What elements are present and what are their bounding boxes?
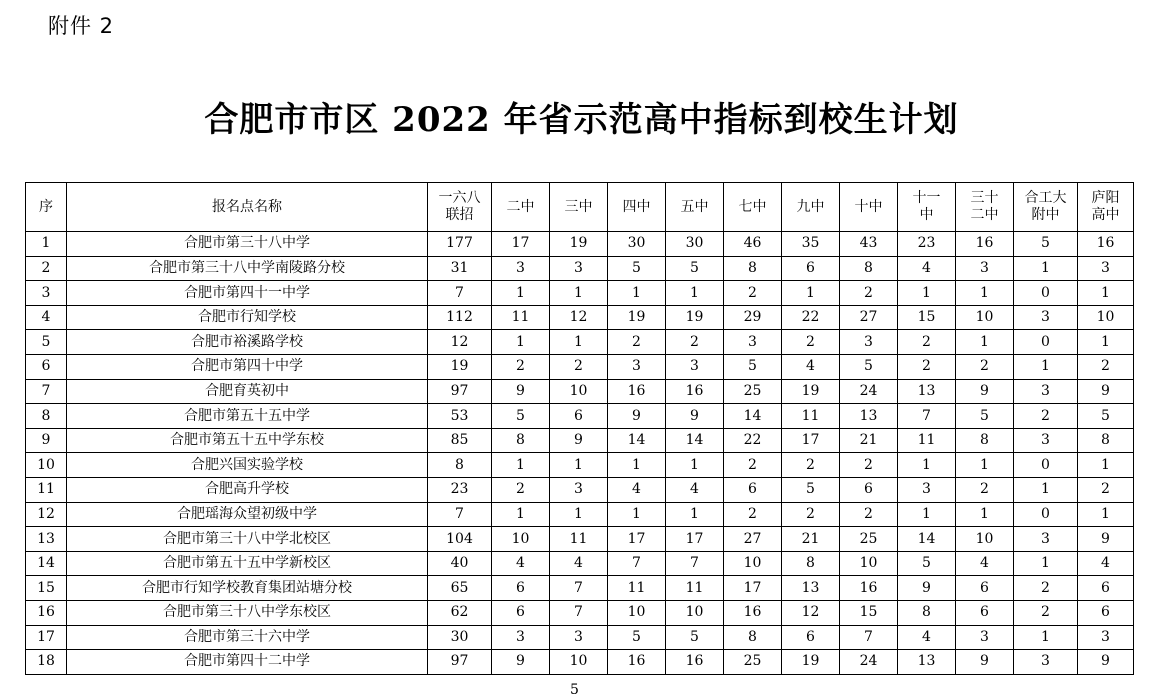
quota-cell: 5 [840, 354, 898, 379]
quota-cell: 6 [782, 625, 840, 650]
quota-cell: 3 [956, 256, 1014, 281]
quota-cell: 19 [782, 650, 840, 675]
row-index-cell: 10 [26, 453, 67, 478]
quota-cell: 10 [550, 650, 608, 675]
header-row [26, 183, 1134, 232]
quota-cell: 46 [724, 232, 782, 257]
quota-cell: 3 [724, 330, 782, 355]
table-row [26, 551, 1134, 576]
school-name-cell: 合肥育英初中 [67, 379, 428, 404]
quota-cell: 2 [1014, 576, 1078, 601]
table-row [26, 527, 1134, 552]
quota-cell: 1 [1014, 551, 1078, 576]
attachment-label: 附件 2 [48, 14, 115, 38]
table-row [26, 502, 1134, 527]
quota-cell: 8 [1078, 428, 1134, 453]
quota-cell: 3 [492, 256, 550, 281]
quota-cell: 1 [1014, 477, 1078, 502]
quota-cell: 16 [608, 650, 666, 675]
quota-cell: 1 [550, 453, 608, 478]
row-index-cell: 7 [26, 379, 67, 404]
quota-cell: 16 [956, 232, 1014, 257]
quota-cell: 6 [1078, 600, 1134, 625]
quota-cell: 5 [898, 551, 956, 576]
table-row [26, 232, 1134, 257]
quota-cell: 8 [782, 551, 840, 576]
quota-cell: 2 [724, 281, 782, 306]
quota-cell: 16 [840, 576, 898, 601]
quota-cell: 9 [550, 428, 608, 453]
school-name-cell: 合肥市第四十一中学 [67, 281, 428, 306]
table-row [26, 330, 1134, 355]
quota-cell: 10 [956, 305, 1014, 330]
quota-cell: 8 [840, 256, 898, 281]
quota-cell: 2 [956, 354, 1014, 379]
school-name-cell: 合肥高升学校 [67, 477, 428, 502]
quota-cell: 0 [1014, 502, 1078, 527]
quota-table [25, 182, 1134, 675]
row-index-cell: 14 [26, 551, 67, 576]
quota-cell: 40 [428, 551, 492, 576]
school-name-cell: 合肥市第三十八中学 [67, 232, 428, 257]
school-name-cell: 合肥市第五十五中学新校区 [67, 551, 428, 576]
table-row [26, 256, 1134, 281]
school-name-cell: 合肥市第三十六中学 [67, 625, 428, 650]
quota-cell: 1 [492, 453, 550, 478]
quota-cell: 3 [666, 354, 724, 379]
quota-cell: 6 [724, 477, 782, 502]
quota-cell: 19 [550, 232, 608, 257]
header-no2: 二中 [492, 183, 550, 232]
quota-cell: 1 [1014, 354, 1078, 379]
quota-cell: 7 [898, 404, 956, 429]
row-index-cell: 3 [26, 281, 67, 306]
quota-cell: 25 [724, 379, 782, 404]
row-index-cell: 4 [26, 305, 67, 330]
quota-cell: 25 [840, 527, 898, 552]
quota-cell: 97 [428, 379, 492, 404]
quota-cell: 1 [898, 281, 956, 306]
quota-cell: 12 [550, 305, 608, 330]
quota-cell: 31 [428, 256, 492, 281]
row-index-cell: 12 [26, 502, 67, 527]
quota-cell: 16 [666, 650, 724, 675]
quota-cell: 3 [608, 354, 666, 379]
quota-cell: 1 [550, 502, 608, 527]
quota-cell: 1 [898, 453, 956, 478]
row-index-cell: 17 [26, 625, 67, 650]
quota-cell: 10 [956, 527, 1014, 552]
quota-cell: 12 [782, 600, 840, 625]
quota-cell: 2 [1078, 477, 1134, 502]
school-name-cell: 合肥市第三十八中学北校区 [67, 527, 428, 552]
quota-cell: 11 [608, 576, 666, 601]
quota-cell: 23 [428, 477, 492, 502]
quota-cell: 14 [666, 428, 724, 453]
quota-cell: 25 [724, 650, 782, 675]
quota-cell: 5 [724, 354, 782, 379]
quota-cell: 2 [608, 330, 666, 355]
quota-cell: 5 [608, 625, 666, 650]
quota-cell: 1 [956, 281, 1014, 306]
quota-cell: 1 [492, 330, 550, 355]
quota-cell: 104 [428, 527, 492, 552]
quota-cell: 3 [1014, 379, 1078, 404]
quota-cell: 65 [428, 576, 492, 601]
quota-cell: 3 [1014, 650, 1078, 675]
table-header [26, 183, 1134, 232]
row-index-cell: 5 [26, 330, 67, 355]
quota-cell: 19 [608, 305, 666, 330]
quota-cell: 3 [492, 625, 550, 650]
table-row [26, 477, 1134, 502]
header-hfut-affiliated: 合工大 附中 [1014, 183, 1078, 232]
table-row [26, 600, 1134, 625]
school-name-cell: 合肥瑶海众望初级中学 [67, 502, 428, 527]
quota-cell: 10 [550, 379, 608, 404]
quota-cell: 2 [782, 330, 840, 355]
quota-cell: 4 [782, 354, 840, 379]
table-row [26, 354, 1134, 379]
quota-cell: 3 [550, 625, 608, 650]
quota-cell: 4 [898, 256, 956, 281]
quota-cell: 10 [840, 551, 898, 576]
table-row [26, 625, 1134, 650]
quota-cell: 16 [666, 379, 724, 404]
quota-cell: 5 [666, 625, 724, 650]
quota-cell: 1 [666, 502, 724, 527]
quota-cell: 1 [782, 281, 840, 306]
quota-cell: 7 [608, 551, 666, 576]
table-row [26, 404, 1134, 429]
quota-cell: 1 [898, 502, 956, 527]
quota-cell: 1 [608, 453, 666, 478]
quota-cell: 24 [840, 379, 898, 404]
quota-cell: 8 [724, 625, 782, 650]
quota-cell: 9 [956, 650, 1014, 675]
quota-cell: 19 [666, 305, 724, 330]
table-row [26, 576, 1134, 601]
quota-cell: 7 [550, 576, 608, 601]
quota-cell: 6 [1078, 576, 1134, 601]
quota-cell: 11 [492, 305, 550, 330]
quota-cell: 6 [782, 256, 840, 281]
quota-cell: 2 [724, 502, 782, 527]
quota-cell: 10 [608, 600, 666, 625]
quota-cell: 10 [1078, 305, 1134, 330]
header-index: 序 [26, 183, 67, 232]
quota-cell: 11 [666, 576, 724, 601]
quota-cell: 2 [840, 453, 898, 478]
quota-cell: 1 [666, 281, 724, 306]
quota-cell: 9 [492, 379, 550, 404]
quota-cell: 17 [608, 527, 666, 552]
quota-cell: 3 [1014, 305, 1078, 330]
school-name-cell: 合肥市第三十八中学东校区 [67, 600, 428, 625]
quota-cell: 24 [840, 650, 898, 675]
quota-cell: 4 [666, 477, 724, 502]
quota-cell: 1 [1078, 330, 1134, 355]
quota-cell: 11 [550, 527, 608, 552]
school-name-cell: 合肥市第四十中学 [67, 354, 428, 379]
quota-cell: 10 [724, 551, 782, 576]
quota-cell: 1 [1078, 453, 1134, 478]
table-body [26, 232, 1134, 675]
row-index-cell: 6 [26, 354, 67, 379]
quota-cell: 6 [956, 600, 1014, 625]
quota-cell: 1 [956, 453, 1014, 478]
quota-cell: 1 [1078, 502, 1134, 527]
quota-cell: 27 [840, 305, 898, 330]
quota-cell: 12 [428, 330, 492, 355]
header-no5: 五中 [666, 183, 724, 232]
quota-cell: 4 [608, 477, 666, 502]
quota-cell: 4 [1078, 551, 1134, 576]
school-name-cell: 合肥兴国实验学校 [67, 453, 428, 478]
header-luyang: 庐阳 高中 [1078, 183, 1134, 232]
quota-cell: 3 [956, 625, 1014, 650]
quota-cell: 3 [898, 477, 956, 502]
quota-cell: 9 [1078, 650, 1134, 675]
quota-cell: 17 [724, 576, 782, 601]
quota-cell: 3 [1078, 625, 1134, 650]
quota-cell: 13 [782, 576, 840, 601]
quota-cell: 15 [840, 600, 898, 625]
quota-cell: 7 [428, 502, 492, 527]
quota-cell: 9 [1078, 379, 1134, 404]
quota-cell: 0 [1014, 330, 1078, 355]
quota-cell: 1 [666, 453, 724, 478]
header-168-joint: 一六八 联招 [428, 183, 492, 232]
table-row [26, 428, 1134, 453]
quota-cell: 14 [898, 527, 956, 552]
quota-cell: 1 [1014, 625, 1078, 650]
quota-cell: 13 [840, 404, 898, 429]
quota-cell: 30 [608, 232, 666, 257]
quota-cell: 2 [724, 453, 782, 478]
quota-cell: 2 [1014, 404, 1078, 429]
row-index-cell: 9 [26, 428, 67, 453]
quota-cell: 1 [956, 502, 1014, 527]
quota-cell: 6 [492, 576, 550, 601]
header-no3: 三中 [550, 183, 608, 232]
quota-cell: 3 [1014, 527, 1078, 552]
quota-cell: 30 [666, 232, 724, 257]
quota-cell: 5 [666, 256, 724, 281]
quota-cell: 9 [492, 650, 550, 675]
quota-cell: 4 [550, 551, 608, 576]
quota-cell: 21 [782, 527, 840, 552]
quota-cell: 2 [492, 354, 550, 379]
quota-cell: 1 [550, 330, 608, 355]
quota-cell: 11 [782, 404, 840, 429]
quota-cell: 1 [1014, 256, 1078, 281]
quota-cell: 2 [782, 502, 840, 527]
school-name-cell: 合肥市第五十五中学东校 [67, 428, 428, 453]
quota-cell: 4 [492, 551, 550, 576]
quota-cell: 1 [550, 281, 608, 306]
quota-cell: 30 [428, 625, 492, 650]
quota-cell: 13 [898, 650, 956, 675]
table-row [26, 281, 1134, 306]
row-index-cell: 13 [26, 527, 67, 552]
row-index-cell: 8 [26, 404, 67, 429]
quota-cell: 2 [1078, 354, 1134, 379]
row-index-cell: 1 [26, 232, 67, 257]
quota-cell: 7 [550, 600, 608, 625]
school-name-cell: 合肥市行知学校教育集团站塘分校 [67, 576, 428, 601]
quota-cell: 29 [724, 305, 782, 330]
quota-cell: 3 [550, 256, 608, 281]
table-row [26, 650, 1134, 675]
quota-cell: 1 [492, 281, 550, 306]
quota-cell: 53 [428, 404, 492, 429]
quota-cell: 9 [1078, 527, 1134, 552]
school-name-cell: 合肥市第五十五中学 [67, 404, 428, 429]
quota-cell: 2 [666, 330, 724, 355]
quota-cell: 177 [428, 232, 492, 257]
quota-cell: 17 [782, 428, 840, 453]
quota-cell: 27 [724, 527, 782, 552]
quota-cell: 62 [428, 600, 492, 625]
document-title: 合肥市市区 2022 年省示范高中指标到校生计划 [204, 100, 959, 140]
quota-cell: 5 [956, 404, 1014, 429]
quota-cell: 1 [608, 281, 666, 306]
quota-cell: 23 [898, 232, 956, 257]
row-index-cell: 18 [26, 650, 67, 675]
quota-cell: 1 [492, 502, 550, 527]
quota-cell: 9 [956, 379, 1014, 404]
row-index-cell: 2 [26, 256, 67, 281]
quota-cell: 97 [428, 650, 492, 675]
table-row [26, 305, 1134, 330]
quota-cell: 9 [898, 576, 956, 601]
quota-cell: 6 [550, 404, 608, 429]
school-name-cell: 合肥市裕溪路学校 [67, 330, 428, 355]
quota-cell: 10 [492, 527, 550, 552]
header-no9: 九中 [782, 183, 840, 232]
school-name-cell: 合肥市第四十二中学 [67, 650, 428, 675]
quota-cell: 14 [608, 428, 666, 453]
quota-cell: 43 [840, 232, 898, 257]
row-index-cell: 15 [26, 576, 67, 601]
quota-cell: 17 [666, 527, 724, 552]
table-row [26, 379, 1134, 404]
quota-cell: 6 [840, 477, 898, 502]
quota-cell: 4 [898, 625, 956, 650]
header-no10: 十中 [840, 183, 898, 232]
quota-cell: 35 [782, 232, 840, 257]
quota-cell: 13 [898, 379, 956, 404]
quota-cell: 2 [492, 477, 550, 502]
quota-cell: 2 [840, 281, 898, 306]
quota-cell: 22 [724, 428, 782, 453]
quota-cell: 112 [428, 305, 492, 330]
quota-cell: 5 [1078, 404, 1134, 429]
table-row [26, 453, 1134, 478]
quota-cell: 2 [898, 354, 956, 379]
quota-cell: 8 [428, 453, 492, 478]
quota-cell: 14 [724, 404, 782, 429]
quota-cell: 1 [956, 330, 1014, 355]
quota-cell: 8 [956, 428, 1014, 453]
quota-cell: 2 [840, 502, 898, 527]
quota-cell: 3 [1014, 428, 1078, 453]
header-school-name: 报名点名称 [67, 183, 428, 232]
quota-cell: 10 [666, 600, 724, 625]
quota-cell: 3 [1078, 256, 1134, 281]
quota-cell: 3 [550, 477, 608, 502]
header-no4: 四中 [608, 183, 666, 232]
quota-cell: 8 [492, 428, 550, 453]
quota-cell: 7 [666, 551, 724, 576]
quota-cell: 7 [428, 281, 492, 306]
quota-cell: 22 [782, 305, 840, 330]
quota-cell: 16 [608, 379, 666, 404]
quota-cell: 19 [782, 379, 840, 404]
quota-cell: 3 [840, 330, 898, 355]
quota-cell: 11 [898, 428, 956, 453]
quota-cell: 6 [956, 576, 1014, 601]
header-no32: 三十 二中 [956, 183, 1014, 232]
quota-cell: 19 [428, 354, 492, 379]
quota-cell: 21 [840, 428, 898, 453]
school-name-cell: 合肥市第三十八中学南陵路分校 [67, 256, 428, 281]
row-index-cell: 16 [26, 600, 67, 625]
quota-cell: 16 [1078, 232, 1134, 257]
header-no11: 十一 中 [898, 183, 956, 232]
quota-cell: 15 [898, 305, 956, 330]
quota-cell: 0 [1014, 453, 1078, 478]
quota-cell: 9 [666, 404, 724, 429]
quota-cell: 7 [840, 625, 898, 650]
quota-cell: 1 [1078, 281, 1134, 306]
quota-cell: 6 [492, 600, 550, 625]
quota-cell: 85 [428, 428, 492, 453]
quota-cell: 5 [608, 256, 666, 281]
quota-cell: 0 [1014, 281, 1078, 306]
page-number: 5 [570, 682, 579, 698]
quota-cell: 1 [608, 502, 666, 527]
header-no7: 七中 [724, 183, 782, 232]
quota-cell: 4 [956, 551, 1014, 576]
quota-cell: 17 [492, 232, 550, 257]
quota-cell: 8 [898, 600, 956, 625]
quota-cell: 2 [898, 330, 956, 355]
quota-cell: 5 [782, 477, 840, 502]
quota-cell: 16 [724, 600, 782, 625]
row-index-cell: 11 [26, 477, 67, 502]
school-name-cell: 合肥市行知学校 [67, 305, 428, 330]
quota-cell: 2 [1014, 600, 1078, 625]
quota-cell: 8 [724, 256, 782, 281]
quota-cell: 9 [608, 404, 666, 429]
quota-cell: 5 [492, 404, 550, 429]
quota-cell: 5 [1014, 232, 1078, 257]
quota-cell: 2 [550, 354, 608, 379]
quota-cell: 2 [782, 453, 840, 478]
quota-cell: 2 [956, 477, 1014, 502]
